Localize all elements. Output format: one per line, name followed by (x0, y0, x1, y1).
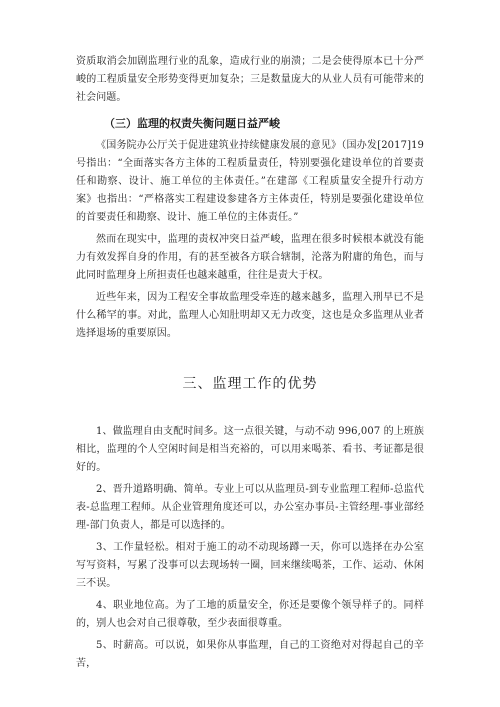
advantage-item: 3、工作量轻松。相对于施工的动不动现场蹲一天，你可以选择在办公室写写资料，写累了没事可以去现场转一圈，回来继续喝茶，工作、运动、休闲三不误。 (76, 542, 424, 589)
paragraph-recent-years: 近些年来，因为工程安全事故监理受牵连的越来越多，监理入刑早已不是什么稀罕的事。对此，监理人心知肚明却又无力改变，这也是众多监理从业者选择退场的重要原因。 (76, 292, 424, 339)
paragraph-intro: 资质取消会加剧监理行业的乱象，造成行业的崩溃；二是会使得原本已十分严峻的工程质量安全形势变得更加复杂；三是数量庞大的从业人员有可能带来的社会问题。 (76, 56, 424, 103)
section-heading-3: （三）监理的权责失衡问题日益严峻 (104, 117, 280, 130)
advantage-item: 4、职业地位高。为了工地的质量安全，你还是要像个领导样子的。同样的，别人也会对自己很尊敬，至少表面很尊重。 (76, 600, 424, 629)
chapter-heading: 三、监理工作的优势 (182, 376, 318, 392)
paragraph-reality: 然而在现实中，监理的责权冲突日益严峻，监理在很多时候根本就没有能力有效发挥自身的作用，有的甚至被各方联合辖制，沦落为附庸的角色，而与此同时监理身上所担责任也越来越重，往往是责大于权。 (76, 234, 424, 281)
document-page (76, 53, 424, 673)
advantage-item: 5、时薪高。可以说，如果你从事监理，自己的工资绝对对得起自己的辛苦， (76, 640, 424, 669)
advantage-item: 1、做监理自由支配时间多。这一点很关键，与动不动 996,007 的上班族相比，监理的个人空闲时间是相当充裕的，可以用来喝茶、看书、考证都是很好的。 (76, 426, 424, 473)
paragraph-policy: 《国务院办公厅关于促进建筑业持续健康发展的意见》（国办发[2017]19 号指出：“全面落实各方主体的工程质量责任，特别要强化建设单位的首要责任和勘察、设计、施工单位的主体责任。”在建部《工程质量安全提升行动方案》也指出：“严格落实工程建设参建各方主体责任，特别是要强化建设单位的首要责任和勘察、设计、施工单位的主体责任。” (76, 140, 424, 223)
advantage-item: 2、晋升道路明确、简单。专业上可以从监理员-到专业监理工程师-总监代表-总监理工程师。从企业管理角度还可以，办公室办事员-主管经理-事业部经理-部门负责人，都是可以选择的。 (76, 484, 424, 531)
